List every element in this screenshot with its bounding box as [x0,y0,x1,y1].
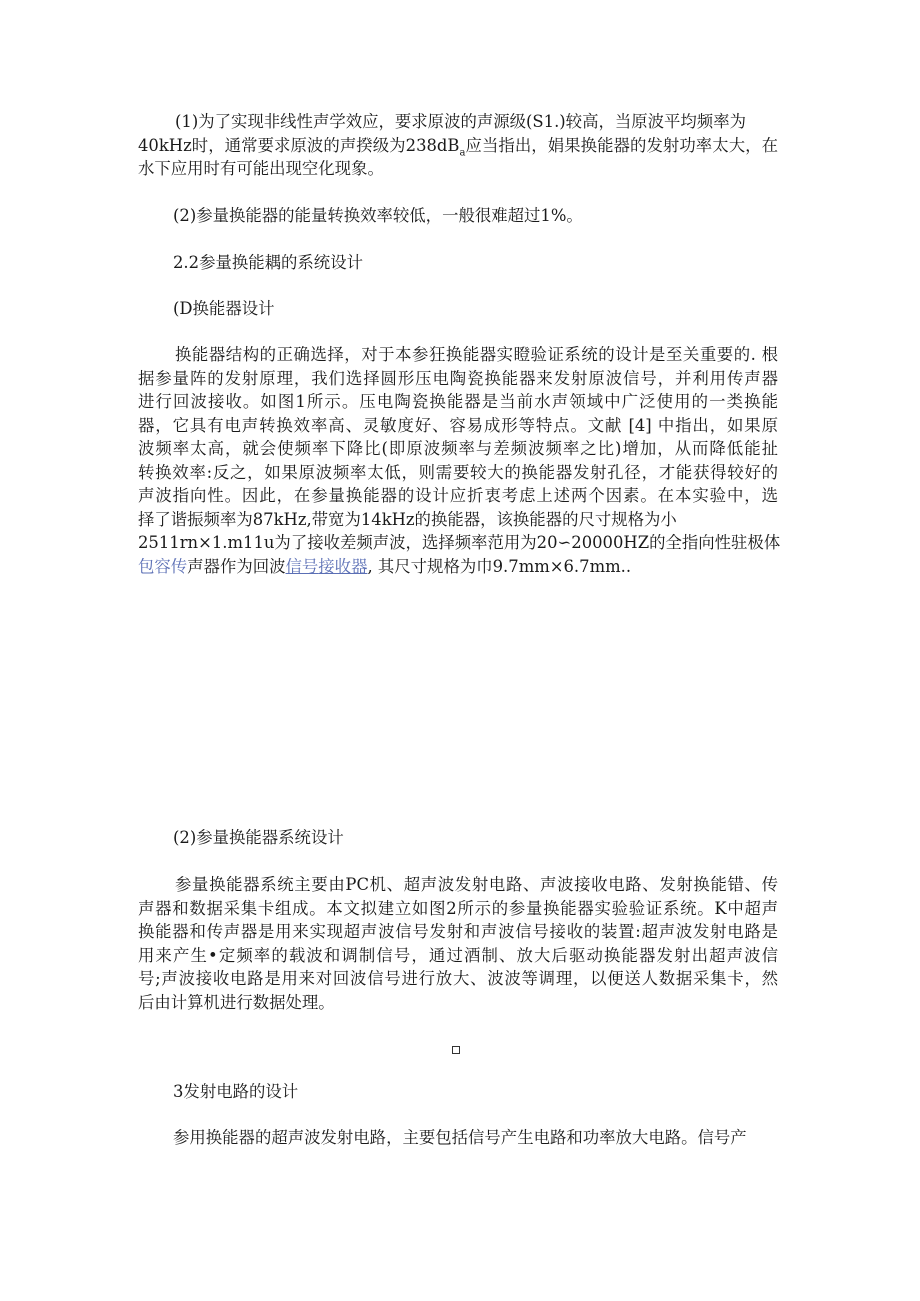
link-baorong-microphone[interactable]: 包容传 [138,556,188,576]
figure-placeholder-icon [452,1046,460,1054]
paragraph-1 [138,110,778,181]
p3-line: 转换效率:反之，如果原波频率太低，则需要较大的换能器发射孔径，才能获得较好的 [138,462,778,482]
p3-line: 2511rn×1.m11u为了接收差频声波，选择频率范用为20∽20000HZ的全指向性驻极体 [138,533,781,552]
p3-line: 器，它具有电声转换效率高、灵敏度好、容易成形等特点。文献 [4] 中指出，如果原 [138,415,778,435]
p3-line: 择了谐振频率为87kHz,带宽为14kHz的换能器，该换能器的尺寸规格为小 [138,509,677,529]
p1-line-1: (1)为了实现非线性声学效应，要求原波的声源级(S1.)较高，当原波平均频率为 [175,112,746,131]
p4-line: 用来产生•定频率的载波和调制信号，通过酒制、放大后驱动换能器发射出超声波信 [138,945,778,965]
p3-line: 换能器结构的正确选择，对于本参狂换能器实瞪验证系统的设计是至关重要的. 根 [175,345,778,364]
p3-line: 进行回波接收。如图1所示。压电陶瓷换能器是当前水声领域中广泛使用的一类换能 [138,392,778,411]
p3-last-line [138,555,778,579]
subsection-heading-transducer-design: (D换能器设计 [173,299,275,318]
p1-line-3: 水下应用时有可能出现空化现象。 [138,159,384,178]
p3-line: 据参量阵的发射原理，我们选择圆形压电陶瓷换能器来发射原波信号，并利用传声器 [138,368,778,388]
p4-line: 参量换能器系统主要由PC机、超声波发射电路、声波接收电路、发射换能错、传 [175,875,778,894]
p1-subscript: a [459,146,466,157]
paragraph-3 [138,343,781,578]
p3-last-end: , 其尺寸规格为巾9.7mm×6.7mm.. [367,556,632,576]
link-receiver[interactable]: 接收器 [318,556,368,576]
paragraph-2: (2)参量换能器的能量转换效率较低，一般很难超过1%。 [173,206,583,225]
p4-line: 换能器和传声器是用来实现超声波信号发射和声波信号接收的装置:超声波发射电路是 [138,922,778,941]
p4-last-line: 后由计算机进行数据处理。 [138,992,335,1012]
section-heading-2-2: 2.2参量换能耦的系统设计 [173,253,363,272]
paragraph-4 [138,873,778,1014]
p4-line: 声器和数据采集卡组成。本文拟建立如图2所示的参量换能器实验验证系统。K中超声 [138,898,778,918]
p1-line-2-text: 40kHz时，通常要求原波的声揆级为238dB [138,135,460,155]
paragraph-5: 参用换能器的超声波发射电路，主要包括信号产生电路和功率放大电路。信号产 [173,1128,747,1147]
p3-last-mid: 声器作为回波 [187,556,286,576]
subsection-heading-system-design: (2)参量换能器系统设计 [173,828,344,847]
link-signal[interactable]: 信号 [285,556,319,576]
p4-line: 号;声波接收电路是用来对回波信号进行放大、波波等调理，以便送人数据采集卡，然 [138,969,778,988]
p3-line: 波频率太高，就会使频率下降比(即原波频率与差频波频率之比)增加，从而降低能扯 [138,439,778,458]
p1-line-2 [138,134,778,158]
p3-line: 声波指向性。因此，在参量换能器的设计应折衷考虑上述两个因素。在本实验中，选 [138,486,778,505]
section-heading-3: 3发射电路的设计 [173,1082,299,1101]
p1-line-2-tail: 应当指出，娟果换能器的发射功率太大，在 [465,135,778,155]
